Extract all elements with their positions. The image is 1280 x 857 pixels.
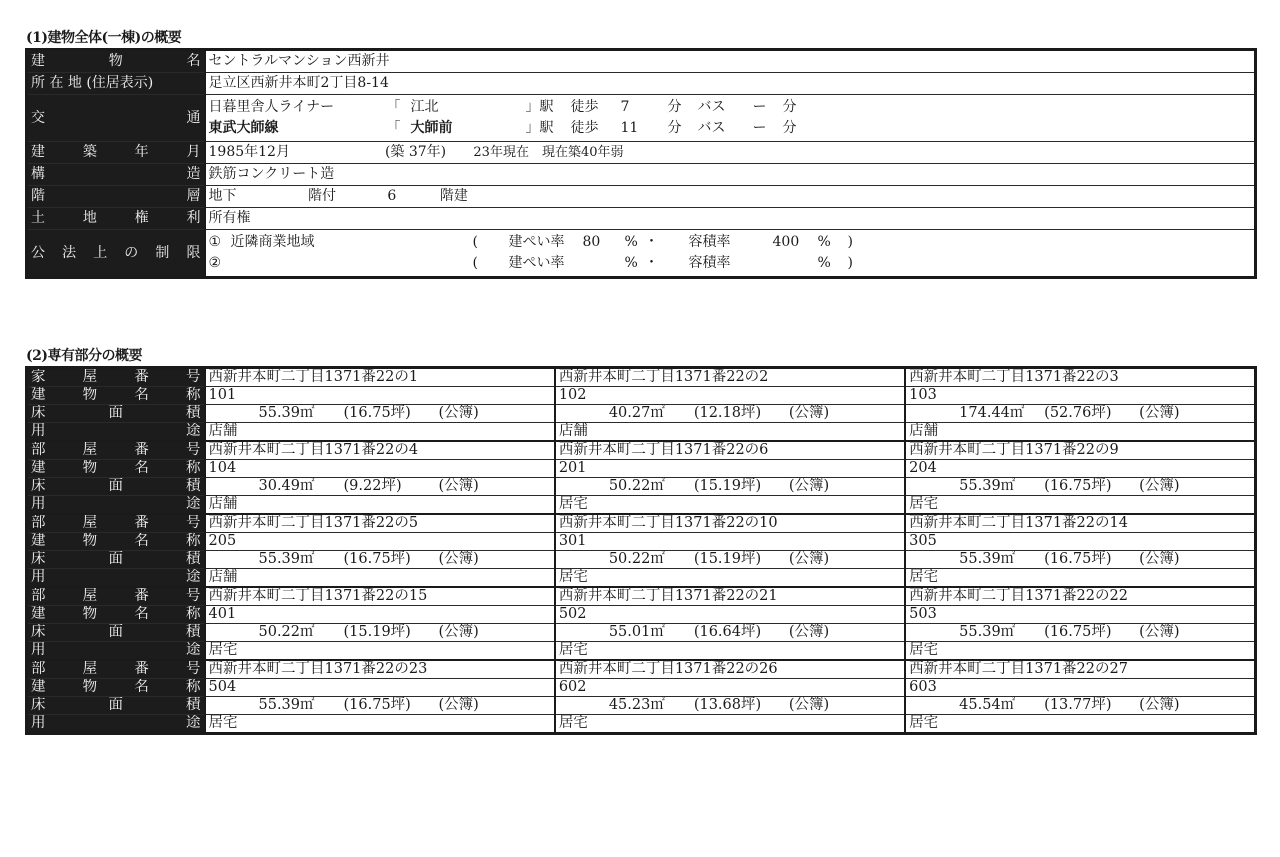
unit-number: 西新井本町二丁目1371番22の2 <box>555 368 905 387</box>
area-values <box>209 697 551 714</box>
row-restrictions <box>27 230 1256 278</box>
unit-area <box>905 624 1255 642</box>
area-sqm: 45.54㎡ <box>959 697 1016 713</box>
label-floors: 階 層 <box>27 186 205 208</box>
label-unit-area: 床 面 積 <box>27 551 205 569</box>
label-built: 建 築 年 月 <box>27 142 205 164</box>
unit-number: 西新井本町二丁目1371番22の27 <box>905 660 1255 679</box>
label-unit-use: 用 途 <box>27 715 205 734</box>
unit-name: 401 <box>205 606 555 624</box>
unit-area <box>555 551 905 569</box>
area-values <box>559 551 901 568</box>
unit-name-row <box>27 460 1256 478</box>
label-unit-number: 部 屋 番 号 <box>27 587 205 606</box>
unit-use: 居宅 <box>555 496 905 515</box>
unit-area-row <box>27 405 1256 423</box>
unit-use: 店舗 <box>205 496 555 515</box>
unit-number: 西新井本町二丁目1371番22の3 <box>905 368 1255 387</box>
area-registry: (公簿) <box>438 405 479 421</box>
unit-number-row <box>27 514 1256 533</box>
area-registry: (公簿) <box>1139 624 1180 640</box>
area-sqm: 55.39㎡ <box>959 551 1016 567</box>
unit-number: 西新井本町二丁目1371番22の15 <box>205 587 555 606</box>
unit-area <box>205 405 555 423</box>
unit-area-row <box>27 697 1256 715</box>
unit-area <box>905 697 1255 715</box>
unit-number-row <box>27 441 1256 460</box>
label-unit-name: 建 物 名 称 <box>27 533 205 551</box>
area-registry: (公簿) <box>788 478 830 494</box>
area-registry: (公簿) <box>788 551 830 567</box>
unit-use: 店舗 <box>205 569 555 588</box>
unit-area <box>205 478 555 496</box>
unit-name: 104 <box>205 460 555 478</box>
unit-area <box>905 478 1255 496</box>
section1-title: (1)建物全体(一棟)の概要 <box>26 30 182 46</box>
area-tsubo: (16.75坪) <box>1044 551 1112 567</box>
unit-area <box>555 405 905 423</box>
area-registry: (公簿) <box>1139 478 1180 494</box>
area-tsubo: (12.18坪) <box>693 405 762 421</box>
area-registry: (公簿) <box>788 624 830 640</box>
unit-area <box>555 624 905 642</box>
row-transport <box>27 95 1256 142</box>
area-values <box>559 405 901 422</box>
unit-number-row <box>27 368 1256 387</box>
area-registry: (公簿) <box>438 551 479 567</box>
unit-number: 西新井本町二丁目1371番22の6 <box>555 441 905 460</box>
unit-name: 102 <box>555 387 905 405</box>
row-structure <box>27 164 1256 186</box>
built-value: 1985年12月 (築 37年) 23年現在 現在築40年弱 <box>205 142 1256 164</box>
label-transport: 交 通 <box>27 95 205 142</box>
area-values <box>209 478 551 495</box>
unit-number: 西新井本町二丁目1371番22の9 <box>905 441 1255 460</box>
row-location <box>27 73 1256 95</box>
area-sqm: 50.22㎡ <box>608 551 665 567</box>
area-tsubo: (16.75坪) <box>1044 478 1112 494</box>
area-registry: (公簿) <box>438 478 479 494</box>
area-tsubo: (16.75坪) <box>343 697 411 713</box>
area-tsubo: (15.19坪) <box>343 624 411 640</box>
units-overview-table <box>25 366 1257 735</box>
unit-use: 店舗 <box>205 423 555 442</box>
area-values <box>909 405 1251 422</box>
unit-use: 居宅 <box>555 642 905 661</box>
transport-value <box>205 95 1256 142</box>
label-unit-use: 用 途 <box>27 569 205 588</box>
area-sqm: 55.39㎡ <box>258 551 315 567</box>
building-overview-table <box>25 48 1257 279</box>
unit-area-row <box>27 478 1256 496</box>
label-location: 所 在 地 (住居表示) <box>27 73 205 95</box>
unit-number: 西新井本町二丁目1371番22の14 <box>905 514 1255 533</box>
unit-number: 西新井本町二丁目1371番22の4 <box>205 441 555 460</box>
label-unit-name: 建 物 名 称 <box>27 606 205 624</box>
label-unit-name: 建 物 名 称 <box>27 460 205 478</box>
label-unit-use: 用 途 <box>27 642 205 661</box>
unit-use-row <box>27 423 1256 442</box>
unit-use: 居宅 <box>555 715 905 734</box>
area-values <box>559 478 901 495</box>
unit-use: 居宅 <box>205 642 555 661</box>
unit-name: 502 <box>555 606 905 624</box>
area-sqm: 30.49㎡ <box>258 478 315 494</box>
area-sqm: 55.39㎡ <box>959 478 1016 494</box>
unit-number-row <box>27 587 1256 606</box>
area-registry: (公簿) <box>1139 405 1180 421</box>
unit-area <box>555 697 905 715</box>
area-values <box>559 697 901 714</box>
area-sqm: 40.27㎡ <box>608 405 665 421</box>
unit-name: 602 <box>555 679 905 697</box>
unit-use: 居宅 <box>905 642 1255 661</box>
label-unit-use: 用 途 <box>27 423 205 442</box>
unit-area <box>555 478 905 496</box>
area-tsubo: (15.19坪) <box>693 551 762 567</box>
unit-name: 305 <box>905 533 1255 551</box>
unit-number: 西新井本町二丁目1371番22の26 <box>555 660 905 679</box>
unit-use: 居宅 <box>905 569 1255 588</box>
label-unit-number: 部 屋 番 号 <box>27 441 205 460</box>
area-tsubo: (15.19坪) <box>693 478 762 494</box>
unit-area-row <box>27 551 1256 569</box>
area-sqm: 50.22㎡ <box>258 624 315 640</box>
unit-number-row <box>27 660 1256 679</box>
restriction-row-1: ① 近隣商業地域 ( 建ぺい率 80 % ・ 容積率 400 % ) <box>208 234 853 250</box>
area-sqm: 50.22㎡ <box>608 478 665 494</box>
area-registry: (公簿) <box>1139 697 1180 713</box>
structure-value: 鉄筋コンクリート造 <box>205 164 1256 186</box>
unit-name-row <box>27 679 1256 697</box>
unit-name: 201 <box>555 460 905 478</box>
label-structure: 構 造 <box>27 164 205 186</box>
unit-use: 居宅 <box>555 569 905 588</box>
land-rights-value: 所有権 <box>205 208 1256 230</box>
area-sqm: 45.23㎡ <box>608 697 665 713</box>
area-registry: (公簿) <box>438 624 479 640</box>
area-values <box>909 478 1251 495</box>
unit-use-row <box>27 496 1256 515</box>
row-built <box>27 142 1256 164</box>
area-tsubo: (52.76坪) <box>1044 405 1112 421</box>
label-building-name: 建 物 名 <box>27 50 205 73</box>
label-unit-use: 用 途 <box>27 496 205 515</box>
unit-number: 西新井本町二丁目1371番22の1 <box>205 368 555 387</box>
unit-name: 503 <box>905 606 1255 624</box>
unit-use-row <box>27 715 1256 734</box>
area-sqm: 174.44㎡ <box>959 405 1025 421</box>
area-values <box>909 624 1251 641</box>
area-values <box>559 624 901 641</box>
floors-value: 地下 階付 6 階建 <box>205 186 1256 208</box>
label-unit-number: 部 屋 番 号 <box>27 514 205 533</box>
unit-use: 居宅 <box>905 496 1255 515</box>
section2-title: (2)専有部分の概要 <box>26 348 142 364</box>
restrictions-value <box>205 230 1256 278</box>
label-restrictions: 公 法 上 の 制 限 <box>27 230 205 278</box>
area-values <box>209 551 551 568</box>
unit-name: 504 <box>205 679 555 697</box>
transport-line-1: 日暮里舎人ライナー 「 江北 」駅 徒歩 7 分 バス ー 分 <box>208 99 797 115</box>
unit-number: 西新井本町二丁目1371番22の5 <box>205 514 555 533</box>
label-unit-number: 部 屋 番 号 <box>27 660 205 679</box>
label-unit-area: 床 面 積 <box>27 697 205 715</box>
area-values <box>209 405 551 422</box>
unit-name: 301 <box>555 533 905 551</box>
unit-area <box>205 551 555 569</box>
unit-use: 居宅 <box>905 715 1255 734</box>
area-tsubo: (16.75坪) <box>343 551 411 567</box>
building-name-value: セントラルマンション西新井 <box>205 50 1256 73</box>
location-value: 足立区西新井本町2丁目8-14 <box>205 73 1256 95</box>
area-registry: (公簿) <box>438 697 479 713</box>
unit-area <box>205 624 555 642</box>
area-tsubo: (16.64坪) <box>693 624 762 640</box>
unit-name: 205 <box>205 533 555 551</box>
area-tsubo: (13.77坪) <box>1044 697 1112 713</box>
unit-area-row <box>27 624 1256 642</box>
unit-number: 西新井本町二丁目1371番22の10 <box>555 514 905 533</box>
transport-line-2: 東武大師線 「 大師前 」駅 徒歩 11 分 バス ー 分 <box>208 120 797 136</box>
unit-number: 西新井本町二丁目1371番22の23 <box>205 660 555 679</box>
label-unit-number: 家 屋 番 号 <box>27 368 205 387</box>
area-sqm: 55.39㎡ <box>258 405 315 421</box>
unit-number: 西新井本町二丁目1371番22の21 <box>555 587 905 606</box>
unit-area <box>905 405 1255 423</box>
unit-name-row <box>27 533 1256 551</box>
unit-name: 204 <box>905 460 1255 478</box>
label-unit-area: 床 面 積 <box>27 478 205 496</box>
area-tsubo: (16.75坪) <box>1044 624 1112 640</box>
row-floors <box>27 186 1256 208</box>
label-unit-name: 建 物 名 称 <box>27 679 205 697</box>
unit-use: 居宅 <box>205 715 555 734</box>
unit-area <box>905 551 1255 569</box>
unit-use-row <box>27 642 1256 661</box>
label-land-rights: 土 地 権 利 <box>27 208 205 230</box>
area-values <box>909 551 1251 568</box>
area-sqm: 55.39㎡ <box>258 697 315 713</box>
restriction-row-2: ② ( 建ぺい率 % ・ 容積率 % ) <box>208 255 853 271</box>
unit-use: 店舗 <box>905 423 1255 442</box>
label-unit-area: 床 面 積 <box>27 624 205 642</box>
unit-name: 103 <box>905 387 1255 405</box>
unit-name: 603 <box>905 679 1255 697</box>
area-tsubo: (16.75坪) <box>343 405 411 421</box>
area-tsubo: (13.68坪) <box>693 697 762 713</box>
row-building-name <box>27 50 1256 73</box>
unit-name-row <box>27 606 1256 624</box>
row-land-rights <box>27 208 1256 230</box>
area-tsubo: (9.22坪) <box>343 478 402 494</box>
area-registry: (公簿) <box>788 405 830 421</box>
label-unit-name: 建 物 名 称 <box>27 387 205 405</box>
unit-area <box>205 697 555 715</box>
area-values <box>909 697 1251 714</box>
unit-use-row <box>27 569 1256 588</box>
area-registry: (公簿) <box>788 697 830 713</box>
unit-name: 101 <box>205 387 555 405</box>
unit-number: 西新井本町二丁目1371番22の22 <box>905 587 1255 606</box>
area-registry: (公簿) <box>1139 551 1180 567</box>
unit-use: 店舗 <box>555 423 905 442</box>
unit-name-row <box>27 387 1256 405</box>
label-unit-area: 床 面 積 <box>27 405 205 423</box>
area-sqm: 55.39㎡ <box>959 624 1016 640</box>
area-sqm: 55.01㎡ <box>608 624 665 640</box>
area-values <box>209 624 551 641</box>
